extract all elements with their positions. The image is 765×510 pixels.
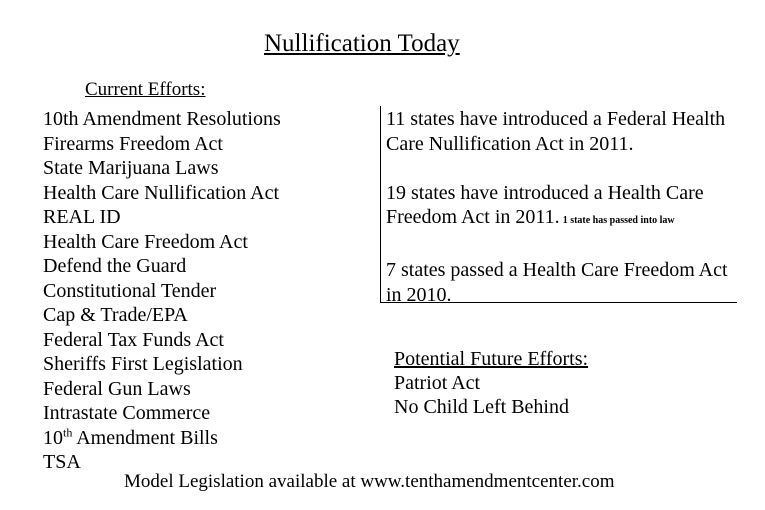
list-item: Health Care Freedom Act: [43, 230, 248, 253]
fact-note: 1 state has passed into law: [562, 215, 675, 226]
list-item: Federal Gun Laws: [43, 377, 191, 400]
fact-text: 11 states have introduced a Federal Health Care Nullification Act in 2011.: [386, 108, 726, 155]
fact-text: 7 states passed a Health Care Freedom Act in 2010.: [386, 259, 728, 306]
fact-text: 19 states have introduced a Health Care Freedom Act in 2011.: [386, 181, 704, 228]
future-efforts-heading: Potential Future Efforts:: [394, 348, 589, 370]
facts-box: [380, 106, 737, 306]
list-item: Patriot Act: [394, 372, 481, 394]
list-item: Constitutional Tender: [43, 279, 217, 302]
list-item: No Child Left Behind: [394, 396, 569, 418]
list-item: Cap & Trade/EPA: [43, 304, 188, 326]
future-efforts-section: [394, 347, 588, 419]
fact-federal-nullification: [386, 107, 737, 156]
list-item: State Marijuana Laws: [43, 157, 219, 179]
ordinal-suffix: th: [63, 424, 73, 439]
page-title: Nullification Today: [264, 30, 460, 57]
list-item: Intrastate Commerce: [43, 402, 211, 424]
footer-text: Model Legislation available at www.tenthamendmentcenter.com: [124, 471, 615, 492]
current-efforts-heading: Current Efforts:: [85, 79, 206, 100]
list-item-amendment-bills: [43, 426, 281, 451]
list-item: Health Care Nullification Act: [43, 181, 280, 204]
list-item: Federal Tax Funds Act: [43, 328, 224, 351]
list-item: REAL ID: [43, 206, 121, 228]
current-efforts-list: [43, 107, 281, 475]
amendment-bills-label: Amendment Bills: [72, 426, 218, 449]
list-item: Sheriffs First Legislation: [43, 353, 243, 375]
fact-health-care-freedom-2011: [386, 181, 737, 234]
amendment-number: 10: [43, 426, 63, 449]
future-efforts-list: [394, 371, 588, 419]
list-item: TSA: [43, 451, 81, 473]
list-item: 10th Amendment Resolutions: [43, 108, 281, 130]
list-item: Firearms Freedom Act: [43, 132, 223, 155]
fact-health-care-freedom-2010: [386, 258, 737, 307]
list-item: Defend the Guard: [43, 255, 187, 277]
